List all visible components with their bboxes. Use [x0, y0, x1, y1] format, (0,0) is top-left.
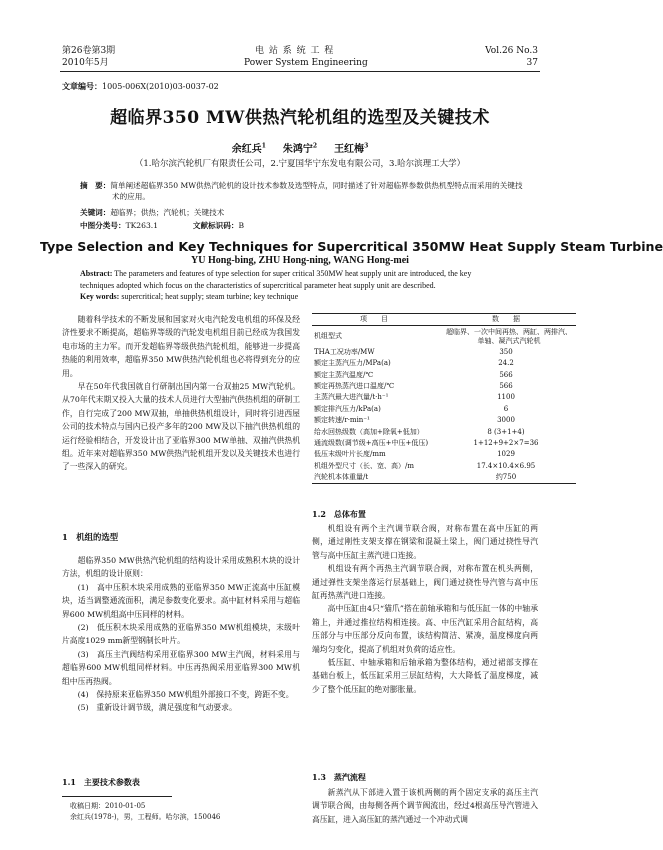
section-1-item-2: (2) 低压积木块采用成熟的亚临界350 MW机组模块，末级叶片高度1029 mm新型钢制长叶片。: [62, 623, 300, 646]
keywords-cn-label: 关键词：: [80, 208, 111, 217]
article-number: [62, 81, 219, 92]
section-1-item-4: (4) 保持原来亚临界350 MW机组外部接口不变，跨距不变。: [77, 690, 294, 700]
subsection-1-2-paragraph: 机组设有两个再热主汽调节联合阀，对称布置在机头两侧，通过弹性支架坐落运行层基础上，阀门通过挠性导汽管与高中压缸再热蒸汽进口连接。: [312, 564, 538, 601]
keywords-en-label: Key words:: [80, 292, 120, 301]
keywords-cn: [80, 208, 530, 219]
keywords-en: [80, 291, 540, 303]
article-number-label: 文章编号：: [62, 81, 102, 91]
parameters-table: [312, 313, 576, 484]
table-row: 额定主蒸汽压力/MPa(a) 24.2: [314, 359, 514, 368]
table-row: 主蒸汽最大进汽量/t·h⁻¹ 1100: [314, 393, 515, 402]
page-title-en: Type Selection and Key Techniques for Supercritical 350MW Heat Supply Steam Turbine: [40, 239, 663, 254]
table-row: 额定再热蒸汽进口温度/℃ 566: [314, 382, 513, 391]
subsection-1-2-paragraph: 低压缸、中轴承箱和后轴承箱为整体结构，通过裙部支撑在基础台板上，低压缸采用三层缸结构，大大降低了温度梯度，减少了整个低压缸的绝对膨胀量。: [312, 658, 538, 694]
table-row: 通流级数(调节级+高压+中压+低压) 1+12+9+2×7=36: [314, 438, 539, 447]
subsection-1-1-heading: 1.1 主要技术参数表: [62, 777, 140, 787]
author-cn-3: 王红梅$^3$: [334, 142, 369, 155]
doc-code-value: B: [238, 221, 245, 230]
header-page-number: 37: [526, 58, 538, 68]
header-volume-cn: 第26卷第3期: [62, 46, 116, 56]
header-date-cn: 2010年5月: [62, 58, 109, 68]
section-1-heading: 1 机组的选型: [62, 532, 119, 542]
table-row: 额定主蒸汽温度/℃ 566: [314, 370, 513, 379]
section-1-body: [62, 554, 300, 715]
classification-value: TK263.1: [125, 221, 159, 230]
footnote-received: 收稿日期：2010-01-05: [70, 802, 146, 810]
abstract-en-text-2: techniques adopted which focus on the characteristics of supercritical parameter heat supply unit are described.: [80, 280, 436, 290]
page-title-cn: 超临界350 MW供热汽轮机组的选型及关键技术: [110, 108, 490, 128]
abstract-cn: [80, 181, 530, 202]
table-row: 额定排汽压力/kPa(a) 6: [314, 404, 509, 413]
authors-en: YU Hong-bing, ZHU Hong-ning, WANG Hong-mei: [191, 255, 409, 266]
table-header-item: 项 目: [360, 315, 388, 324]
table-header-data: 数 据: [492, 315, 520, 324]
table-row: 机组型式 超临界、一次中间再热、两缸、两排汽、单轴、凝汽式汽轮机: [314, 327, 572, 345]
abstract-cn-label: 摘 要：: [80, 181, 111, 190]
intro-paragraph-2: 早在50年代我国就自行研制出国内第一台双抽25 MW汽轮机。从70年代末期又投入大量的技术人员进行大型抽汽供热机组的研制工作，自行完成了200 MW双抽，单抽供热机组设计，同时将引进西屋公司的技术特点与国内已投产多年的200 MW及以下抽汽供热机组的运行经验相结合，开发设计出了亚临界300 MW单抽、双抽汽供热机组。近年来对超临界350 MW供热汽轮机组开发以及关键技术也进行了一些深入的研究。: [62, 382, 300, 472]
subsection-1-3-heading: 1.3 蒸汽流程: [312, 772, 366, 782]
subsection-1-3-paragraph: 新蒸汽从下部进入置于该机两侧的两个固定支承的高压主汽调节联合阀，由每侧各两个调节阀流出，经过4根高压导汽管进入高压缸，进入高压缸的蒸汽通过一个冲动式调: [312, 788, 538, 824]
section-1-paragraph-1: 超临界350 MW供热汽轮机组的结构设计采用成熟积木块的设计方法，机组的设计原则：: [62, 556, 300, 579]
header-rule: [60, 71, 540, 72]
classification-cn: [80, 221, 530, 232]
intro-section: [62, 313, 300, 474]
section-1-item-5: (5) 重新设计调节级，满足强度和气动要求。: [77, 703, 237, 713]
table-row: THA工况功率/MW 350: [314, 347, 513, 356]
table-row: 机组外型尺寸（长、宽、高）/m 17.4×10.4×6.95: [314, 461, 536, 470]
affiliations-cn: （1.哈尔滨汽轮机厂有限责任公司，2.宁夏国华宁东发电有限公司，3.哈尔滨理工大学）: [134, 159, 466, 169]
table-row: 额定转速/r·min⁻¹ 3000: [314, 416, 515, 425]
table-row: 汽轮机本体重量/t 约750: [312, 472, 576, 484]
keywords-cn-text: 超临界；供热；汽轮机；关键技术: [110, 208, 225, 217]
abstract-cn-text-2: 术的应用。: [112, 191, 150, 201]
footnote-author: 余红兵(1978-)，男，工程师。哈尔滨，150046: [70, 813, 221, 821]
header-journal-en: Power System Engineering: [244, 58, 368, 68]
subsection-1-3-body: [312, 786, 538, 826]
subsection-1-2-paragraph: 高中压缸由4只“猫爪”搭在前轴承箱和与低压缸一体的中轴承箱上，并通过推拉结构相连接。高、中压汽缸采用合缸结构，高压部分与中压部分反向布置，该结构简洁、紧凑，温度梯度向两端均匀变化，提高了机组对负荷的适应性。: [312, 604, 538, 654]
abstract-cn-text-1: 简单阐述超临界350 MW供热汽轮机的设计技术参数及选型特点，同时描述了针对超临界参数供热机型特点而采用的关键技: [110, 181, 523, 190]
section-1-item-1: (1) 高中压积木块采用成熟的亚临界350 MW正流高中压缸模块，适当调整通流面积，满足参数变化要求。高中缸材料采用与超临界600 MW机组高中压同样的材料。: [62, 582, 300, 619]
footnote-rule: [62, 796, 172, 797]
header-journal-cn: 电 站 系 统 工 程: [255, 46, 335, 56]
subsection-1-2-heading: 1.2 总体布置: [312, 509, 366, 519]
parameters-table-wrap: [312, 313, 576, 484]
abstract-en-label: Abstract:: [80, 269, 113, 278]
subsection-1-2-body: [312, 522, 538, 696]
table-row: 低压末级叶片长度/mm 1029: [314, 450, 515, 459]
subsection-1-2-paragraph: 机组设有两个主汽调节联合阀，对称布置在高中压缸的两侧，通过刚性支架支撑在钢梁和混凝土梁上，阀门通过挠性导汽管与高中压缸主蒸汽进口连接。: [312, 524, 538, 560]
header-volume-en: Vol.26 No.3: [485, 46, 538, 56]
authors-cn: [60, 140, 540, 155]
abstract-en-text-1: The parameters and features of type selection for super critical 350MW heat supply unit are introduced, the key: [114, 269, 472, 278]
abstract-en: [80, 268, 540, 303]
intro-paragraph-1: 随着科学技术的不断发展和国家对火电汽轮发电机组的环保及经济性要求不断提高，超临界等级的汽轮发电机组目前已经成为我国发电市场的主力军。而开发超临界等级供热汽轮机组，能够进一步提高热能的利用效率，超临界350 MW供热汽轮机组也必将得到充分的应用。: [62, 315, 300, 378]
keywords-en-text: supercritical; heat supply; steam turbine; key technique: [121, 292, 299, 301]
author-cn-2: 朱鸿宁$^2$: [282, 142, 318, 155]
table-header-row: [312, 314, 576, 326]
author-cn-1: 余红兵$^1$: [231, 142, 266, 155]
section-1-item-3: (3) 高压主汽阀结构采用亚临界300 MW主汽阀，材料采用与超临界600 MW机组同样材料。中压再热阀采用亚临界300 MW机组中压再热阀。: [62, 649, 300, 686]
article-number-value: 1005-006X(2010)03-0037-02: [102, 82, 219, 91]
classification-label: 中图分类号：: [80, 221, 126, 230]
doc-code-label: 文献标识码：: [192, 221, 239, 230]
table-row: 给水回热级数（高加+除氧+低加） 8 (3+1+4): [314, 427, 525, 436]
